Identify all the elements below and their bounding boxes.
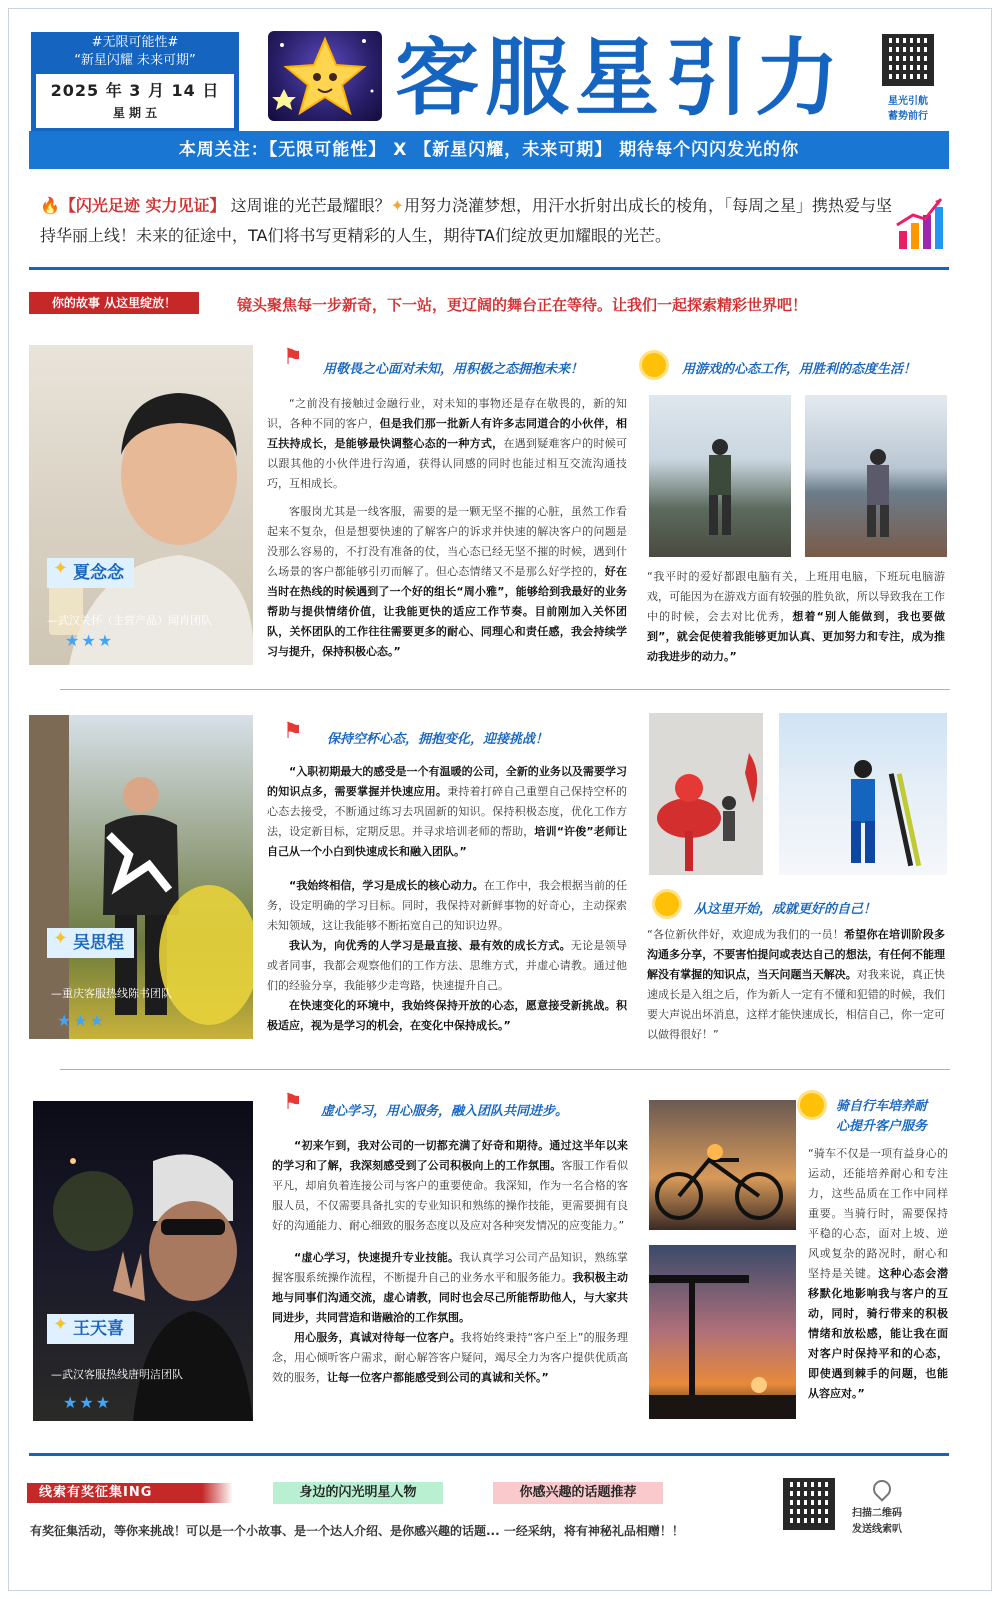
profile-team-3: —武汉客服热线唐明洁团队 [51, 1368, 183, 1381]
profile-3-photo-sunset [649, 1245, 796, 1419]
profile-1-main-title: 用敬畏之心面对未知，用积极之态拥抱未来！ [323, 362, 584, 377]
p2-end: 秉持着打碎自己重塑自己保持空杯的心态去接受，不断通过练习去巩固新的知识。保持积极态度，优化工作方法，设定新目标，定期反思。并寻求培训老师的帮助， [267, 785, 628, 838]
fire-icon: 🔥 [40, 196, 60, 215]
p3-bold-4: 用心服务，真诚对待每一位客户。 [294, 1331, 461, 1344]
s2-text: “各位新伙伴好，欢迎成为我们的一员！ [647, 928, 845, 941]
s1-bold: 想着“别人能做到，我也要做到”，就会促使着我能够更加认真、更加努力和专注，成为推动我进步的动力。” [647, 610, 946, 663]
profile-1-side-story [647, 567, 945, 667]
intro-divider [29, 267, 949, 270]
p1-end: 在遇到疑难客户的时候可以跟其他的小伙伴进行沟通，获得认同感的同时也能过相互交流沟通技巧，互相成长。 [267, 437, 628, 490]
p1-text-2: 客服岗尤其是一线客服，需要的是一颗无坚不摧的心脏，虽然工作看起来不复杂，但是想要快速的了解客户的诉求并快速的解决客户的问题是没那么容易的，不打没有准备的仗，当心态已经无坚不摧的时候，遇到什么场景的客户都能够引刃而解了。但心态情绪又不是那么好学控的， [267, 505, 627, 578]
profile-photo-2 [29, 715, 253, 1039]
footer-qr-code[interactable] [783, 1478, 835, 1530]
profile-name-1: 夏念念 [73, 563, 124, 583]
sparkle-icon: ✦ [390, 196, 405, 215]
p2-bold-3: “我始终相信，学习是成长的核心动力。 [289, 879, 484, 892]
s3-text: “骑车不仅是一项有益身心的运动，还能培养耐心和专注力，这些品质在工作中同样重要。当骑行时，需要保持平稳的心态，面对上坡、逆风或复杂的路况时，耐心和坚持是关键。 [808, 1147, 948, 1280]
profile-name-box-1 [47, 558, 134, 588]
profile-2-photo-ski [779, 713, 947, 875]
star-mascot-icon [268, 31, 382, 121]
profile-name-3: 王天喜 [73, 1319, 124, 1339]
s3-bold: 这种心态会潜移默化地影响我与客户的互动，同时，骑行带来的积极情绪和放松感，能让我在面对客户时保持平和的心态，即使遇到棘手的问题，也能从容应对。” [808, 1267, 949, 1400]
issue-weekday: 星 期 五 [112, 106, 158, 120]
star-mascot-image [268, 31, 382, 121]
s1-text: “我平时的爱好都跟电脑有关，上班用电脑，下班玩电脑游戏，可能因为在游戏方面有较强的胜负欲，所以导致我在工作中的时候，会去对比优秀， [647, 570, 945, 623]
footer-divider [29, 1453, 949, 1456]
p3-text-2: 我认真学习公司产品知识，熟练掌握客服系统操作流程，不断提升自己的业务水平和服务能力。 [272, 1251, 628, 1284]
p2-text-3: 无论是领导或者同事，我都会观察他们的工作方法、思维方式，并虚心请教。通过他们的经验分享，我能够少走弯路，快速提升自己。 [267, 939, 628, 992]
profile-1-photo-coast-2 [805, 395, 947, 557]
growth-chart-icon [895, 195, 945, 251]
sunset-icon [649, 1245, 796, 1419]
profile-rating-3: ★★★ [63, 1393, 113, 1412]
profile-3-side-title [836, 1097, 927, 1137]
profile-1-photo-coast-1 [649, 395, 791, 557]
p2-text-2: 在工作中，我会根据当前的任务，设定明确的学习目标。同时，我保持对新鲜事物的好奇心，主动探索未知领域，这让我能够不断拓宽自己的知识边界。 [267, 879, 627, 932]
p3-bold-3: 我积极主动地与同事们沟通交流，虚心请教，同时也会尽己所能帮助他人，与大家共同进步，共同营造和谐融洽的工作氛围。 [272, 1271, 629, 1324]
star-icon: ✦ [53, 928, 69, 949]
header-qr-caption [870, 94, 946, 124]
intro-text-1: 这周谁的光芒最耀眼？ [230, 196, 391, 215]
footer-description: 有奖征集活动，等你来挑战！可以是一个小故事、是一个达人介绍、是你感兴趣的话题... 一经采纳，将有神秘礼品相赠！！ [30, 1524, 684, 1538]
profile-3-main-title: 虚心学习，用心服务，融入团队共同进步。 [321, 1104, 569, 1119]
footer-tag: 线索有奖征集ING [27, 1483, 233, 1503]
footer-qr-line-1: 扫描二维码 [852, 1508, 902, 1519]
issue-date: 2025 年 3 月 14 日 [50, 81, 220, 100]
profile-rating-1: ★★★ [65, 631, 115, 650]
star-icon: ✦ [53, 558, 69, 579]
person-silhouette-icon [805, 395, 947, 557]
s2-bold: 希望你在培训阶段多沟通多分享，不要害怕提问或表达自己的想法，有任何不能理解没有掌握的知识点，当天问题当天解决。 [647, 928, 945, 981]
profile-team-1: —武汉关怀（主营产品）闻肖团队 [47, 614, 212, 627]
profile-2-side-title: 从这里开始，成就更好的自己！ [694, 902, 877, 917]
person-silhouette-icon [649, 395, 791, 557]
footer-topic-people[interactable]: 身边的闪光明星人物 [273, 1482, 443, 1504]
p2-bold: “入职初期最大的感受是一个有温暖的公司，全新的业务以及需要学习的知识点多，需要掌握并快速应用。 [267, 765, 627, 798]
weekly-focus-bar: 本周关注：【无限可能性】 X 【新星闪耀，未来可期】 期待每个闪闪发光的你 [29, 131, 949, 169]
profile-divider-2 [60, 1069, 950, 1070]
red-flag-icon: ⚑ [283, 1090, 303, 1115]
profile-photo-3 [33, 1101, 253, 1421]
footer-qr-line-2: 发送线索叭 [852, 1524, 902, 1535]
profile-2-photo-art [649, 713, 763, 875]
profile-3-photo-bike [649, 1100, 796, 1230]
profile-2-story [267, 762, 627, 1036]
story-section-headline: 镜头聚焦每一步新奇，下一站，更辽阔的舞台正在等待。让我们一起探索精彩世界吧！ [237, 296, 808, 314]
qr-caption-line-1: 星光引航 [888, 96, 928, 107]
sun-icon [655, 892, 679, 916]
side-title-line-1: 骑自行车培养耐 [836, 1099, 928, 1114]
s2-end: 对我来说，真正快速成长是入组之后，作为新人一定有不懂和犯错的时候，我们要大声说出坏消息，这样才能快速成长，相信自己，你一定可以做得很好！” [647, 968, 946, 1041]
p3-text-3: 我将始终秉持“客户至上”的服务理念，用心倾听客户需求，耐心解答客户疑问，竭尽全力为客户提供优质高效的服务， [272, 1331, 628, 1384]
side-title-line-2: 心提升客户服务 [836, 1119, 928, 1134]
red-flag-icon: ⚑ [283, 719, 303, 744]
profile-name-box-2 [47, 928, 134, 958]
bicycle-icon [649, 1100, 796, 1230]
p3-bold-2: “虚心学习，快速提升专业技能。 [294, 1251, 460, 1264]
red-flag-icon: ⚑ [283, 345, 303, 370]
intro-text-2: 用努力浇灌梦想，用汗水折射出成长的棱角，「每周之星」携热爱与坚持华丽上线！未来的征途中，TA们将书写更精彩的人生，期待TA们绽放更加耀眼的光芒。 [40, 196, 893, 245]
profile-divider-1 [60, 689, 950, 690]
profile-team-2: —重庆客服热线陈书团队 [51, 987, 172, 1000]
star-icon: ✦ [53, 1314, 69, 1335]
slogan-line: “新星闪耀 未来可期” [74, 53, 196, 68]
p1-text: “之前没有接触过金融行业，对未知的事物还是存在敬畏的，新的知识，各种不同的客户， [267, 397, 627, 430]
sun-icon [642, 353, 666, 377]
profile-name-box-3 [47, 1314, 134, 1344]
profile-3-side-story [808, 1144, 948, 1404]
sun-icon [800, 1093, 824, 1117]
header-slogan [31, 34, 239, 70]
p2-bold-4: 我认为，向优秀的人学习是最直接、最有效的成长方式。 [289, 939, 571, 952]
newsletter-title: 客服星引力 [395, 29, 846, 127]
p2-bold-5: 在快速变化的环境中，我始终保持开放的心态，愿意接受新挑战。积极适应，视为是学习的机会，在变化中保持成长。” [267, 999, 627, 1032]
red-sculpture-icon [649, 713, 763, 875]
qr-caption-line-2: 蓄势前行 [888, 111, 928, 122]
p1-bold: 但是我们那一批新人有许多志同道合的小伙伴，相互扶持成长，是能够最快调整心态的一种方式， [267, 417, 628, 450]
profile-1-side-title: 用游戏的心态工作，用胜利的态度生活！ [682, 362, 917, 377]
p1-bold-2: 好在当时在热线的时候遇到了一个好的组长“周小雅”，能够给到我最好的业务帮助与提供情绪价值，让我能更快的适应工作节奏。目前刚加入关怀团队，关怀团队的工作往往需要更多的耐心、同理心和责任感，我会持续学习与提升，保持积极心态。” [267, 565, 628, 658]
p3-bold-5: 让每一位客户都能感受到公司的真诚和关怀。” [327, 1371, 549, 1384]
intro-paragraph [40, 191, 900, 251]
footer-topic-suggest[interactable]: 你感兴趣的话题推荐 [493, 1482, 663, 1504]
footer-qr-caption [852, 1506, 932, 1538]
skier-icon [779, 713, 947, 875]
story-section-tag: 你的故事 从这里绽放！ [29, 292, 199, 314]
intro-highlight: 【闪光足迹 实力见证】 [59, 196, 226, 215]
profile-1-story [267, 394, 627, 662]
p3-bold: “初来乍到，我对公司的一切都充满了好奇和期待。通过这半年以来的学习和了解，我深刻感受到了公司积极向上的工作氛围。 [272, 1139, 628, 1172]
p3-end: 客服工作看似平凡，却肩负着连接公司与客户的重要使命。我深知，作为一名合格的客服人员，不仅需要具备扎实的专业知识和熟练的操作技能，更需要拥有良好的沟通能力、耐心细致的服务态度以及应对各种突发情况的应变能力。” [272, 1159, 629, 1232]
profile-2-side-story [647, 925, 945, 1045]
profile-photo-1 [29, 345, 253, 665]
profile-2-main-title: 保持空杯心态，拥抱变化，迎接挑战！ [327, 732, 549, 747]
profile-name-2: 吴思程 [73, 933, 124, 953]
profile-3-story [272, 1136, 628, 1388]
p2-bold-2: 培训“许俊”老师让自己从一个小白到快速成长和融入团队。” [267, 825, 627, 858]
slogan-tag: #无限可能性# [91, 35, 179, 50]
profile-rating-2: ★★★ [57, 1011, 107, 1030]
header-qr-code[interactable] [882, 34, 934, 86]
